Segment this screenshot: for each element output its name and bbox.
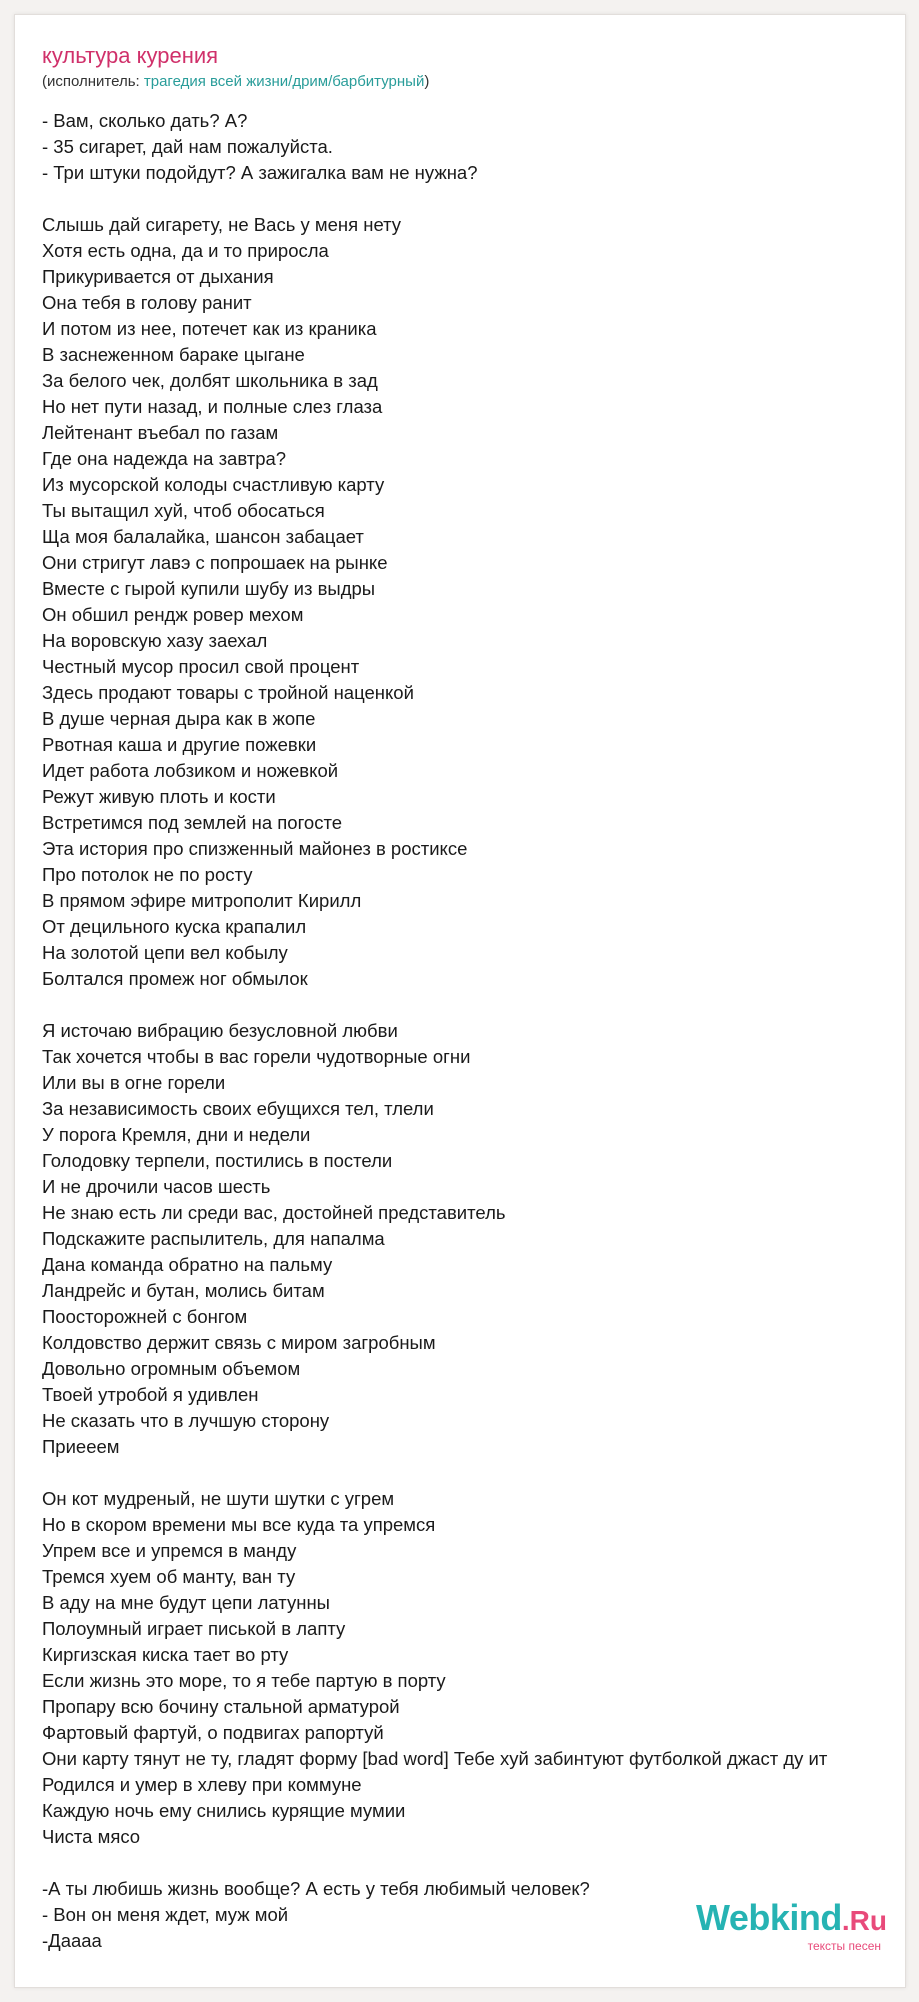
lyric-line: Так хочется чтобы в вас горели чудотворные огни <box>42 1046 471 1067</box>
lyric-line: Честный мусор просил свой процент <box>42 656 360 677</box>
logo-tld: .Ru <box>841 1905 887 1936</box>
lyric-line: Подскажите распылитель, для напалма <box>42 1228 385 1249</box>
lyric-line: Рвотная каша и другие пожевки <box>42 734 317 755</box>
logo-word: Webkind <box>696 1897 842 1938</box>
performer-suffix: ) <box>424 73 430 90</box>
performer-line <box>42 73 429 90</box>
lyric-line: Я источаю вибрацию безусловной любви <box>42 1020 398 1041</box>
lyric-line: Родился и умер в хлеву при коммуне <box>42 1774 362 1795</box>
lyric-line: Пропару всю бочину стальной арматурой <box>42 1696 400 1717</box>
lyric-line: Хотя есть одна, да и то приросла <box>42 240 329 261</box>
lyrics-text <box>42 108 906 1954</box>
lyric-line: Упрем все и упремся в манду <box>42 1540 297 1561</box>
lyric-line: Поосторожней с бонгом <box>42 1306 248 1327</box>
stanza-break <box>42 1460 906 1486</box>
lyric-line: Слышь дай сигарету, не Вась у меня нету <box>42 214 402 235</box>
lyric-line: -Даааа <box>42 1930 102 1951</box>
performer-prefix: (исполнитель: <box>42 73 144 90</box>
lyric-line: Тремся хуем об манту, ван ту <box>42 1566 296 1587</box>
lyric-line: Но нет пути назад, и полные слез глаза <box>42 396 383 417</box>
lyric-line: От децильного куска крапалил <box>42 916 307 937</box>
lyric-line: Но в скором времени мы все куда та упремся <box>42 1514 436 1535</box>
lyric-line: Киргизская киска тает во рту <box>42 1644 289 1665</box>
lyric-line: Или вы в огне горели <box>42 1072 226 1093</box>
lyric-line: Здесь продают товары с тройной наценкой <box>42 682 414 703</box>
lyric-line: Режут живую плоть и кости <box>42 786 276 807</box>
lyric-line: В заснеженном бараке цыгане <box>42 344 305 365</box>
lyric-line: - Три штуки подойдут? А зажигалка вам не нужна? <box>42 162 478 183</box>
performer-link[interactable]: трагедия всей жизни/дрим/барбитурный <box>143 73 425 90</box>
lyric-line: За белого чек, долбят школьника в зад <box>42 370 378 391</box>
lyric-line: У порога Кремля, дни и недели <box>42 1124 311 1145</box>
lyric-line: Довольно огромным объемом <box>42 1358 301 1379</box>
lyric-line: Если жизнь это море, то я тебе партую в порту <box>42 1670 446 1691</box>
lyric-line: Она тебя в голову ранит <box>42 292 252 313</box>
logo-tagline: тексты песен <box>807 1939 881 1953</box>
lyric-line: За независимость своих ебущихся тел, тлели <box>42 1098 434 1119</box>
lyric-line: Где она надежда на завтра? <box>42 448 287 469</box>
lyric-line: Фартовый фартуй, о подвигах рапортуй <box>42 1722 384 1743</box>
lyric-line: Про потолок не по росту <box>42 864 253 885</box>
lyric-line: В душе черная дыра как в жопе <box>42 708 316 729</box>
lyric-line: Голодовку терпели, постились в постели <box>42 1150 393 1171</box>
lyric-line: Ты вытащил хуй, чтоб обосаться <box>42 500 325 521</box>
lyric-line: Он кот мудреный, не шути шутки с угрем <box>42 1488 395 1509</box>
stanza-break <box>42 1850 906 1876</box>
stanza-break <box>42 186 906 212</box>
lyric-line: Чиста мясо <box>42 1826 141 1847</box>
lyric-line: Вместе с гырой купили шубу из выдры <box>42 578 376 599</box>
lyric-line: Из мусорской колоды счастливую карту <box>42 474 385 495</box>
lyric-line: Дана команда обратно на пальму <box>42 1254 333 1275</box>
lyric-line: Ща моя балалайка, шансон забацает <box>42 526 364 547</box>
lyric-line: Приееем <box>42 1436 120 1457</box>
lyric-line: Лейтенант въебал по газам <box>42 422 279 443</box>
lyric-line: Идет работа лобзиком и ножевкой <box>42 760 339 781</box>
lyric-line: Полоумный играет писькой в лапту <box>42 1618 346 1639</box>
lyric-line: И потом из нее, потечет как из краника <box>42 318 377 339</box>
lyric-line: На воровскую хазу заехал <box>42 630 268 651</box>
stanza-break <box>42 992 906 1018</box>
lyric-line: Он обшил рендж ровер мехом <box>42 604 304 625</box>
lyric-line: Они карту тянут не ту, гладят форму [bad word] Тебе хуй забинтуют футболкой джаст ду ит <box>42 1748 828 1769</box>
lyric-line: Прикуривается от дыхания <box>42 266 274 287</box>
lyric-line: -А ты любишь жизнь вообще? А есть у тебя любимый человек? <box>42 1878 590 1899</box>
lyric-line: Болтался промеж ног обмылок <box>42 968 308 989</box>
lyric-line: Твоей утробой я удивлен <box>42 1384 259 1405</box>
lyric-line: На золотой цепи вел кобылу <box>42 942 288 963</box>
lyric-line: Ландрейс и бутан, молись битам <box>42 1280 325 1301</box>
lyric-line: Колдовство держит связь с миром загробным <box>42 1332 436 1353</box>
song-title: культура курения <box>42 43 219 68</box>
lyric-line: Эта история про спизженный майонез в ростиксе <box>42 838 468 859</box>
lyric-line: В прямом эфире митрополит Кирилл <box>42 890 362 911</box>
lyric-line: И не дрочили часов шесть <box>42 1176 271 1197</box>
lyric-line: Они стригут лавэ с попрошаек на рынке <box>42 552 388 573</box>
lyrics-page <box>14 14 906 1988</box>
lyric-line: - 35 сигарет, дай нам пожалуйста. <box>42 136 333 157</box>
lyric-line: - Вон он меня ждет, муж мой <box>42 1904 289 1925</box>
lyric-line: Не сказать что в лучшую сторону <box>42 1410 330 1431</box>
lyric-line: В аду на мне будут цепи латунны <box>42 1592 330 1613</box>
lyric-line: Каждую ночь ему снились курящие мумии <box>42 1800 406 1821</box>
lyric-line: - Вам, сколько дать? А? <box>42 110 248 131</box>
lyric-line: Встретимся под землей на погосте <box>42 812 343 833</box>
webkind-logo[interactable] <box>696 1897 887 1953</box>
lyric-line: Не знаю есть ли среди вас, достойней представитель <box>42 1202 506 1223</box>
